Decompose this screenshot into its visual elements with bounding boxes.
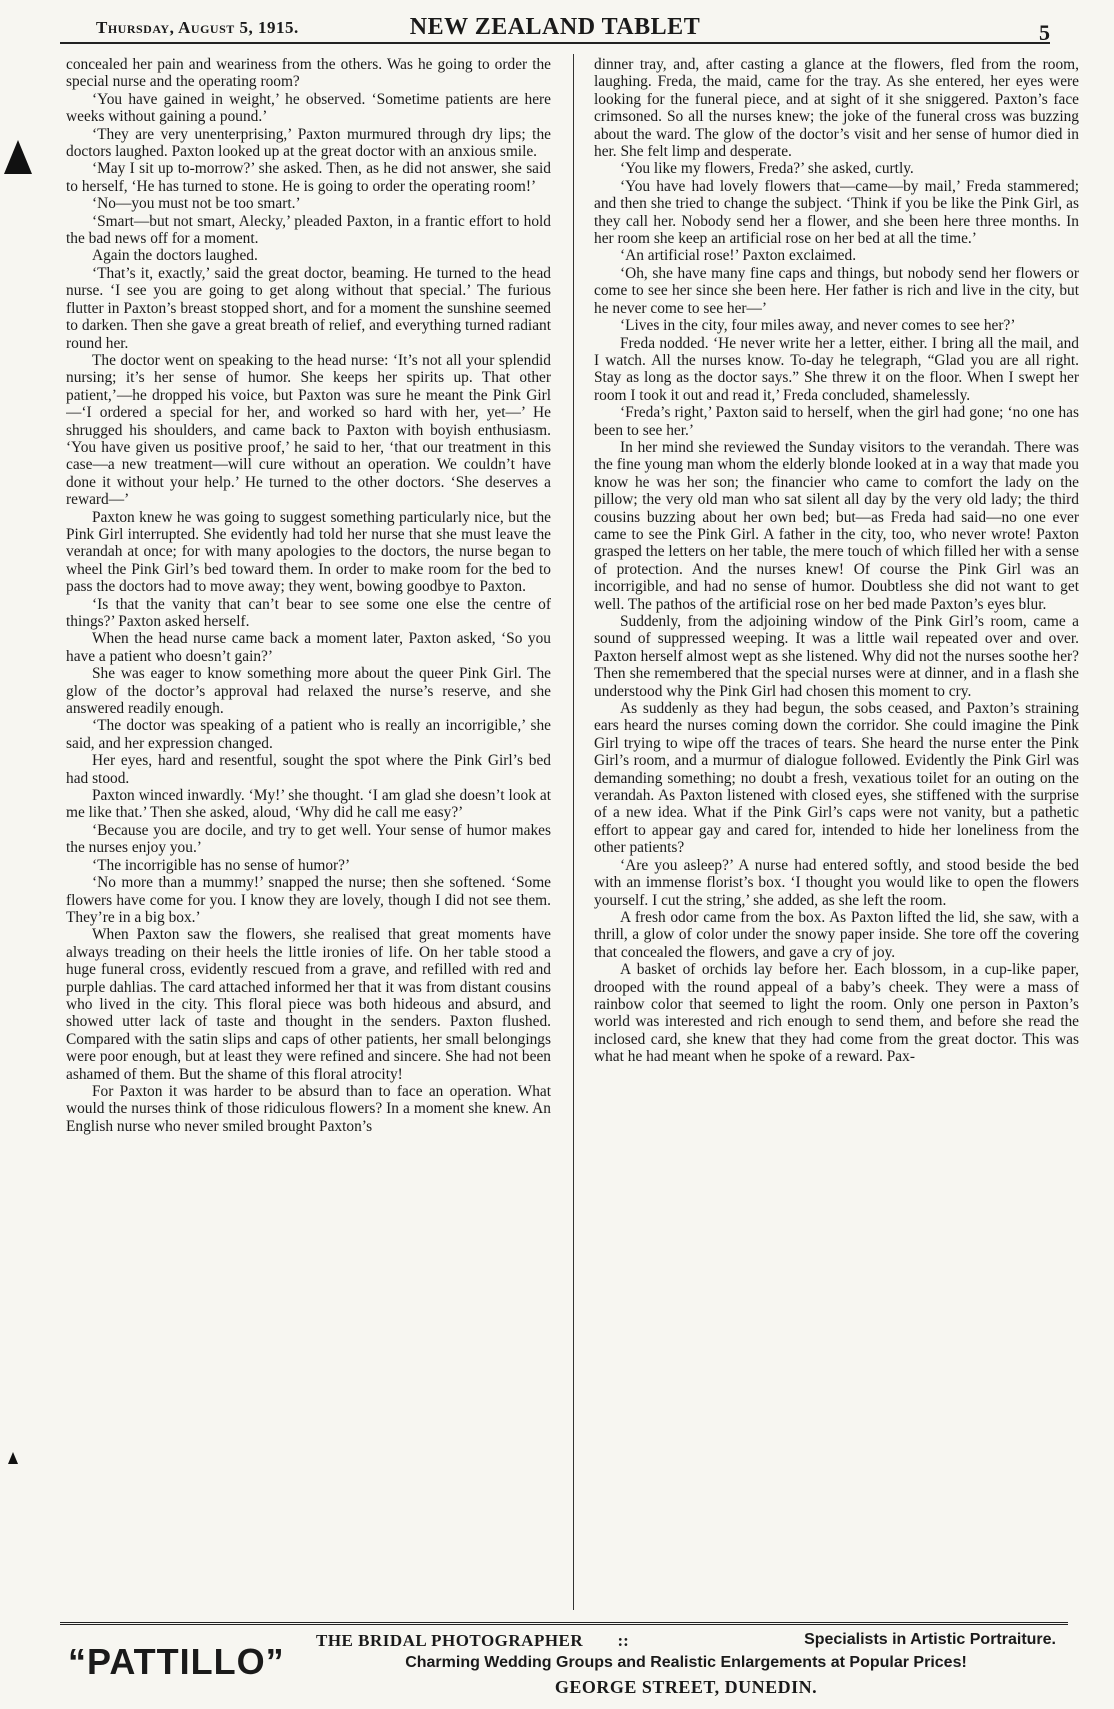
- paragraph: Her eyes, hard and resentful, sought the spot where the Pink Girl’s bed had stood.: [66, 752, 551, 787]
- paragraph: concealed her pain and weariness from the others. Was he going to order the special nurse and the operating room?: [66, 56, 551, 91]
- ad-heading: THE BRIDAL PHOTOGRAPHER: [316, 1631, 584, 1650]
- paragraph: ‘That’s it, exactly,’ said the great doctor, beaming. He turned to the head nurse. ‘I see you are going to get along without that special.’ The furious flutter in Paxton’s breast stopped short, and for a moment the sunshine seemed to darken. Then she gave a great breath of relief, and everything turned radiant round her.: [66, 264, 551, 352]
- paragraph: ‘Lives in the city, four miles away, and never comes to see her?’: [620, 317, 1016, 335]
- paragraph: When the head nurse came back a moment later, Paxton asked, ‘So you have a patient who doesn’t gain?’: [66, 630, 551, 665]
- ad-headline: [316, 1631, 1056, 1651]
- paragraph: ‘You like my flowers, Freda?’ she asked, curtly.: [620, 160, 914, 178]
- paragraph: ‘They are very unenterprising,’ Paxton murmured through dry lips; the doctors laughed. Paxton looked up at the great doctor with an anxious smile.: [66, 125, 551, 161]
- paragraph: She was eager to know something more about the queer Pink Girl. The glow of the doctor’s approval had relaxed the nurse’s reserve, and she answered readily enough.: [66, 665, 551, 718]
- paragraph: Paxton knew he was going to suggest something particularly nice, but the Pink Girl interrupted. She evidently had told her nurse that she must leave the verandah at once; for with many apologies to the doctors, the nurse began to wheel the Pink Girl’s bed toward them. In order to make room for the bed to pass the doctors had to move away; they went, bowing goodbye to Paxton.: [66, 508, 551, 596]
- paragraph: ‘No more than a mummy!’ snapped the nurse; then she softened. ‘Some flowers have come for you. I know they are lovely, though I did not see them. They’re in a big box.’: [66, 874, 551, 926]
- paragraph: ‘An artificial rose!’ Paxton exclaimed.: [620, 247, 857, 265]
- margin-arrow-icon: [4, 140, 32, 174]
- paragraph: Freda nodded. ‘He never write her a letter, either. I bring all the mail, and I watch. All the nurses know. To-day he telegraph, “Glad you are all right. Stay as long as the doctor says.” She threw it on the floor. When I swept her room I took it out and read it,’ Freda concluded, shamelessly.: [594, 334, 1079, 404]
- advertisement-banner: [60, 1622, 1068, 1705]
- paragraph: dinner tray, and, after casting a glance at the flowers, fled from the room, laughing. Freda, the maid, came for the tray. As she entered, her eyes were looking for the funeral piece, and at sight of it she sniggered. Paxton’s face crimsoned. So all the nurses knew; the joke of the funeral cross was buzzing about the ward. The glow of the doctor’s visit and her sense of humor died in her. She felt limp and desperate.: [594, 56, 1079, 161]
- paragraph: Again the doctors laughed.: [92, 247, 258, 265]
- ad-separator: ::: [617, 1631, 629, 1650]
- paragraph: ‘The incorrigible has no sense of humor?’: [92, 856, 351, 874]
- paragraph: ‘Smart—but not smart, Alecky,’ pleaded Paxton, in a frantic effort to hold the bad news off for a moment.: [66, 212, 551, 248]
- paragraph: ‘The doctor was speaking of a patient who is really an incorrigible,’ she said, and her expression changed.: [66, 717, 551, 752]
- paragraph: ‘Oh, she have many fine caps and things, but nobody send her flowers or come to see her since she been here. Her father is rich and live in the city, but he never come to see her—’: [594, 264, 1079, 317]
- issue-date: Thursday, August 5, 1915.: [96, 18, 299, 37]
- paragraph: ‘Because you are docile, and try to get well. Your sense of humor makes the nurses enjoy you.’: [66, 821, 551, 857]
- paragraph: When Paxton saw the flowers, she realised that great moments have always treading on their heels the little ironies of life. On her table stood a huge funeral cross, evidently rescued from a grave, and refilled with red and purple dahlias. The card attached informed her that it was from distant cousins who lived in the city. This floral piece was both hideous and absurd, and showed utter lack of taste and thought in the senders. Paxton flushed. Compared with the satin slips and caps of other patients, her small belongings were poor enough, but at least they were refined and sincere. She had not been ashamed of them. But the shame of this floral atrocity!: [66, 926, 551, 1083]
- paragraph: In her mind she reviewed the Sunday visitors to the verandah. There was the fine young man whom the elderly blonde looked at in a way that made you know he was her son; the financier who came to comfort the lady on the pillow; the very old man who sat silent all day by the very old lady; the third cousins buzzing about her own bed; but—as Freda had said—no one ever came to see the Pink Girl. A father in the city, too, who never wrote! Paxton grasped the letters on her table, the mere touch of which filled her with a sense of protection. And the nurses knew! Of course the Pink Girl was an incorrigible, and had no sense of humor. Doubtless she did not want to get well. The pathos of the artificial rose on her bed made Paxton’s eyes blur.: [594, 438, 1079, 613]
- paragraph: ‘Freda’s right,’ Paxton said to herself, when the girl had gone; ‘no one has been to see her.’: [594, 404, 1079, 439]
- paragraph: ‘Is that the vanity that can’t bear to see some one else the centre of things?’ Paxton asked herself.: [66, 595, 551, 630]
- paragraph: For Paxton it was harder to be absurd than to face an operation. What would the nurses think of those ridiculous flowers? In a moment she knew. An English nurse who never smiled brought Paxton’s: [66, 1082, 551, 1135]
- paragraph: As suddenly as they had begun, the sobs ceased, and Paxton’s straining ears heard the nurses coming down the corridor. She could imagine the Pink Girl trying to wipe off the traces of tears. She heard the nurse enter the Pink Girl’s room, and a murmur of dialogue followed. Evidently the Pink Girl was demanding something; no doubt a fresh, vexatious toilet for an outing on the verandah. As Paxton listened with closed eyes, she stiffened with the surprise of a new idea. What if the Pink Girl’s caps were not vanity, but a pathetic effort to appear gay and cared for, intended to hide her loneliness from the other patients?: [594, 700, 1079, 857]
- page-header: [60, 8, 1050, 44]
- paragraph: The doctor went on speaking to the head nurse: ‘It’s not all your splendid nursing; it’s her sense of humor. She keeps her spirits up. That other patient,’—he dropped his voice, but Paxton was sure he meant the Pink Girl—‘I ordered a special for her, and worked so hard with her, yet—’ He shrugged his shoulders, and came back to Paxton with boyish enthusiasm. ‘You have given us positive proof,’ he said to her, ‘that our treatment in this case—a new treatment—will cure without an operation. We couldn’t have done it without your help.’ He turned to the other doctors. ‘She deserves a reward—’: [66, 351, 551, 509]
- column-divider: [573, 54, 574, 1610]
- masthead-title: NEW ZEALAND TABLET: [409, 14, 701, 40]
- paragraph: A fresh odor came from the box. As Paxton lifted the lid, she saw, with a thrill, a glow of color under the snowy paper inside. She tore off the covering that concealed the flowers, and gave a cry of joy.: [594, 908, 1079, 961]
- paragraph: ‘You have gained in weight,’ he observed. ‘Sometime patients are here weeks without gaining a pound.’: [66, 90, 551, 126]
- ad-specialty: Specialists in Artistic Portraiture.: [804, 1631, 1056, 1648]
- ad-brand-name: “PATTILLO”: [68, 1641, 285, 1682]
- paragraph: Paxton winced inwardly. ‘My!’ she thought. ‘I am glad she doesn’t look at me like that.’ Then she asked, aloud, ‘Why did he call me easy?’: [66, 787, 551, 822]
- left-column: [66, 56, 551, 1612]
- ad-tagline: Charming Wedding Groups and Realistic Enlargements at Popular Prices!: [405, 1654, 967, 1671]
- paragraph: ‘You have had lovely flowers that—came—by mail,’ Freda stammered; and then she tried to change the subject. ‘Think if you be like the Pink Girl, as they call her. Nobody send her a flower, and she been here three months. In her room she keep an artificial rose on her bed at all the time.’: [594, 177, 1079, 248]
- paragraph: Suddenly, from the adjoining window of the Pink Girl’s room, came a sound of suppressed weeping. It was a little wail repeated over and over. Paxton herself almost wept as she listened. Why did not the nurses soothe her? Then she remembered that the special nurses were at dinner, and in a flash she understood why the Pink Girl had chosen this moment to cry.: [594, 613, 1079, 700]
- paragraph: ‘May I sit up to-morrow?’ she asked. Then, as he did not answer, she said to herself, ‘He has turned to stone. He is going to order the operating room!’: [66, 160, 551, 195]
- ad-address: GEORGE STREET, DUNEDIN.: [554, 1677, 818, 1697]
- right-column: [594, 56, 1079, 1612]
- margin-small-arrow-icon: [8, 1452, 18, 1464]
- paragraph: ‘Are you asleep?’ A nurse had entered softly, and stood beside the bed with an immense florist’s box. ‘I thought you would like to open the flowers yourself. I cut the string,’ she added, as she left the room.: [594, 856, 1079, 909]
- paragraph: A basket of orchids lay before her. Each blossom, in a cup-like paper, drooped with the round appeal of a baby’s cheek. They were a mass of rainbow color that seemed to light the room. Only one person in Paxton’s world was interested and rich enough to send them, and before she read the inclosed card, she knew that they had come from the great doctor. This was what he had meant when he spoke of a reward. Pax-: [594, 961, 1079, 1066]
- paragraph: ‘No—you must not be too smart.’: [92, 195, 301, 213]
- page-number: 5: [1039, 20, 1050, 45]
